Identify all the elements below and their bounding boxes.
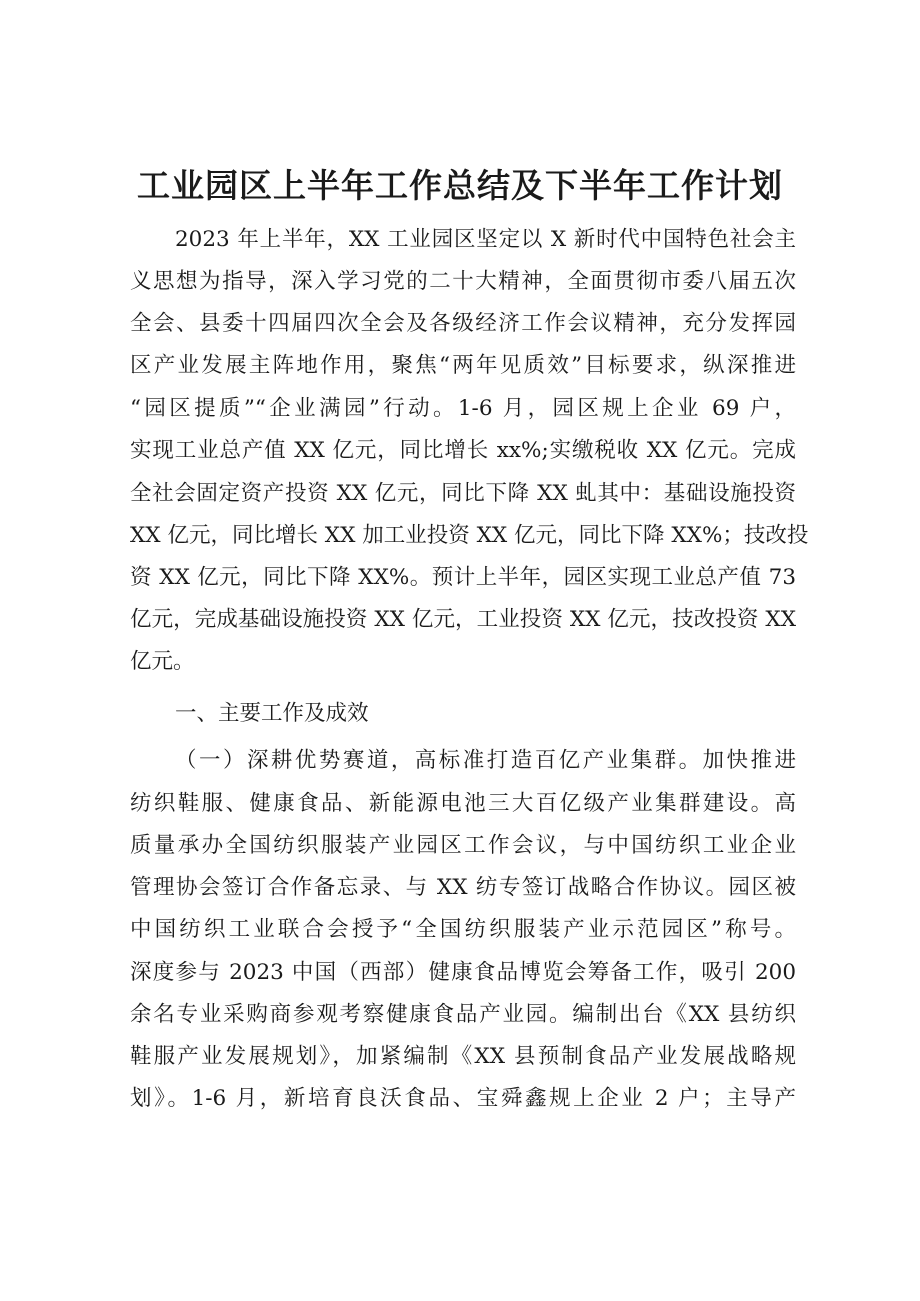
section1-paragraph-line: （一）深耕优势赛道，高标准打造百亿产业集群。加快推进 xyxy=(175,748,796,773)
intro-paragraph-line: 区产业发展主阵地作用，聚焦“两年见质效”目标要求，纵深推进 xyxy=(130,353,796,378)
intro-paragraph-line: “园区提质”“企业满园”行动。1-6 月，园区规上企业 69 户， xyxy=(130,396,796,421)
section1-paragraph-line: 深度参与 2023 中国（西部）健康食品博览会筹备工作，吸引 200 xyxy=(130,960,796,985)
intro-paragraph-line: 资 XX 亿元，同比下降 XX%。预计上半年，园区实现工业总产值 73 xyxy=(130,565,796,590)
intro-paragraph-line: 亿元，完成基础设施投资 XX 亿元，工业投资 XX 亿元，技改投资 XX xyxy=(130,607,796,632)
section1-paragraph-line: 划》。1-6 月，新培育良沃食品、宝舜鑫规上企业 2 户；主导产 xyxy=(130,1086,796,1111)
section1-paragraph-line: 中国纺织工业联合会授予“全国纺织服装产业示范园区”称号。 xyxy=(130,917,796,942)
intro-paragraph-line: 全社会固定资产投资 XX 亿元，同比下降 XX 虬其中：基础设施投资 xyxy=(130,481,796,506)
document-title: 工业园区上半年工作总结及下半年工作计划 xyxy=(137,166,783,205)
intro-paragraph-line: XX 亿元，同比增长 XX 加工业投资 XX 亿元，同比下降 XX%；技改投 xyxy=(130,523,809,548)
intro-paragraph-line: 义思想为指导，深入学习党的二十大精神，全面贯彻市委八届五次 xyxy=(130,269,796,294)
intro-paragraph-line: 实现工业总产值 XX 亿元，同比增长 xx%;实缴税收 XX 亿元。完成 xyxy=(130,438,796,463)
section1-paragraph-line: 质量承办全国纺织服装产业园区工作会议，与中国纺织工业企业 xyxy=(130,833,796,858)
section1-paragraph-line: 鞋服产业发展规划》，加紧编制《XX 县预制食品产业发展战略规 xyxy=(130,1044,796,1069)
section1-paragraph-line: 管理协会签订合作备忘录、与 XX 纺专签订战略合作协议。园区被 xyxy=(130,875,796,900)
intro-paragraph-line: 亿元。 xyxy=(130,649,195,674)
section-heading: 一、主要工作及成效 xyxy=(175,701,369,726)
intro-paragraph-line: 全会、县委十四届四次全会及各级经济工作会议精神，充分发挥园 xyxy=(130,311,796,336)
section1-paragraph-line: 余名专业采购商参观考察健康食品产业园。编制出台《XX 县纺织 xyxy=(130,1002,796,1027)
section1-paragraph-line: 纺织鞋服、健康食品、新能源电池三大百亿级产业集群建设。高 xyxy=(130,791,796,816)
intro-paragraph-line: 2023 年上半年，XX 工业园区坚定以 X 新时代中国特色社会主 xyxy=(175,227,796,252)
